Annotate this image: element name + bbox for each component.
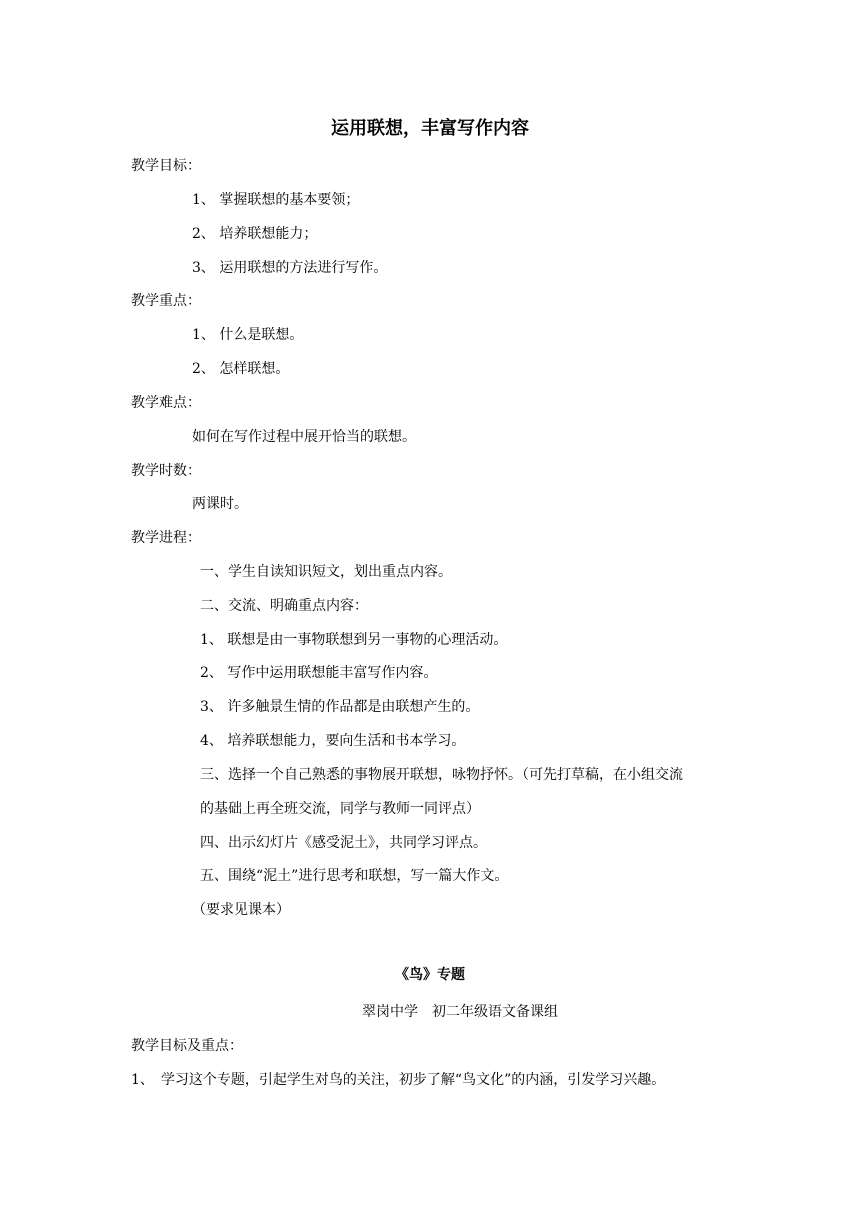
process-note: （要求见课本） <box>192 902 290 918</box>
process-point: 1、 联想是由一事物联想到另一事物的心理活动。 <box>200 632 508 648</box>
focus-item: 2、 怎样联想。 <box>192 361 290 377</box>
hours-heading: 教学时数： <box>131 463 201 479</box>
process-point: 3、 许多触景生情的作品都是由联想产生的。 <box>200 699 480 715</box>
lesson-title: 运用联想，丰富写作内容 <box>331 118 529 139</box>
goal-item: 3、 运用联想的方法进行写作。 <box>192 260 388 276</box>
focus-item: 1、 什么是联想。 <box>192 327 304 343</box>
process-point: 2、 写作中运用联想能丰富写作内容。 <box>200 665 438 681</box>
process-step: 五、围绕“泥土”进行思考和联想，写一篇大作文。 <box>200 868 509 884</box>
difficulty-text: 如何在写作过程中展开恰当的联想。 <box>192 429 416 445</box>
process-step: 四、出示幻灯片《感受泥土》，共同学习评点。 <box>200 835 487 851</box>
goal-item: 2、 培养联想能力； <box>192 226 318 242</box>
process-heading: 教学进程： <box>131 530 201 546</box>
process-step: 三、选择一个自己熟悉的事物展开联想，咏物抒怀。（可先打草稿，在小组交流 <box>200 767 683 783</box>
process-step: 一、学生自读知识短文，划出重点内容。 <box>200 564 452 580</box>
process-point: 4、 培养联想能力，要向生活和书本学习。 <box>200 733 466 749</box>
process-step: 二、交流、明确重点内容： <box>200 598 368 614</box>
process-step-continuation: 的基础上再全班交流，同学与教师一同评点） <box>200 801 480 817</box>
difficulty-heading: 教学难点： <box>131 395 201 411</box>
goal-item: 1、 学习这个专题，引起学生对鸟的关注，初步了解“鸟文化”的内涵，引发学习兴趣。 <box>131 1072 666 1088</box>
focus-heading: 教学重点： <box>131 293 201 309</box>
goal-item: 1、 掌握联想的基本要领； <box>192 192 360 208</box>
goals-heading: 教学目标： <box>131 158 201 174</box>
goals-focus-heading: 教学目标及重点： <box>131 1038 243 1054</box>
section-title: 《鸟》专题 <box>395 967 465 983</box>
hours-text: 两课时。 <box>192 496 248 512</box>
section-byline: 翠岗中学 初二年级语文备课组 <box>362 1004 558 1020</box>
